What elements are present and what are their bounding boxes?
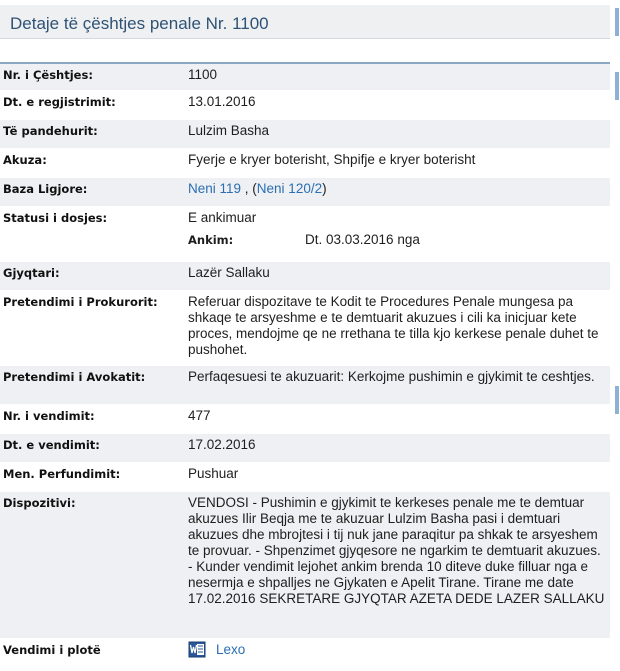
edge-marker (615, 8, 619, 36)
appeal-label: Ankim: (188, 233, 234, 247)
edge-marker (615, 386, 619, 414)
label-outcome: Men. Perfundimit: (3, 467, 121, 481)
row-decision-number (0, 405, 610, 434)
row-outcome (0, 463, 610, 492)
value-full-decision (181, 639, 610, 665)
row-decision-date (0, 434, 610, 463)
label-registration-date: Dt. e regjistrimit: (3, 95, 116, 109)
row-defendants (0, 120, 610, 149)
label-disposition: Dispozitivi: (3, 496, 76, 510)
value-legal-basis (181, 178, 610, 206)
label-judge: Gjyqtari: (3, 266, 60, 280)
label-full-decision: Vendimi i plotë (3, 643, 101, 657)
read-link[interactable]: Lexo (216, 642, 246, 658)
page-header (0, 5, 610, 39)
value-case-number: 1100 (188, 67, 218, 82)
value-defendants: Lulzim Basha (188, 123, 270, 138)
row-charge (0, 149, 610, 178)
label-case-number: Nr. i Çështjes: (3, 68, 93, 82)
value-prosecutor-claim: Referuar dispozitave te Kodit te Procedures Penale mungesa pa shkaqe te arsyeshme e te demtuarit akuzues i cili ka inicjuar kete proces, mendojme qe ne rrethana te tilla kjo kerkese penale duhet te pushohet. (188, 294, 599, 357)
file-status-text: E ankimuar (188, 210, 257, 225)
label-lawyer-claim: Pretendimi i Avokatit: (3, 370, 146, 384)
row-legal-basis (0, 178, 610, 207)
row-file-status (0, 207, 610, 262)
value-lawyer-claim: Perfaqesuesi te akuzuarit: Kerkojme pushimin e gjykimit te ceshtjes. (188, 369, 595, 384)
page-title: Detaje të çështjes penale Nr. 1100 (10, 14, 269, 33)
label-decision-number: Nr. i vendimit: (3, 409, 95, 423)
row-registration-date (0, 91, 610, 120)
value-disposition: VENDOSI - Pushimin e gjykimit te kerkeses penale me te demtuar akuzues Ilir Beqja me te akuzuar Lulzim Basha pasi i demtuari akuzues dhe mbrojtesi i tij nuk jane paraqitur pa shkak te arsyeshem te provuar. - Shpenzimet gjyqesore ne ngarkim te demtuarit akuzues. - Kunder vendimit lejohet ankim brenda 10 diteve duke filluar nga e nesermja e shpalljes ne Gjykaten e Apelit Tirane. Tirane me date 17.02.2016 SEKRETARE GJYQTAR AZETA DEDE LAZER SALLAKU (188, 495, 605, 606)
edge-marker (615, 72, 619, 100)
right-edge-strip (612, 0, 620, 671)
label-charge: Akuza: (3, 153, 47, 167)
case-details-table (0, 62, 610, 666)
value-decision-number: 477 (188, 408, 211, 423)
row-disposition (0, 492, 610, 639)
row-full-decision (0, 639, 610, 666)
row-prosecutor-claim (0, 291, 610, 366)
value-charge: Fyerje e kryer boterisht, Shpifje e kryer boterisht (188, 152, 476, 167)
value-judge: Lazër Sallaku (188, 265, 270, 280)
label-decision-date: Dt. e vendimit: (3, 438, 100, 452)
row-lawyer-claim (0, 366, 610, 405)
value-file-status (181, 207, 610, 261)
appeal-value: Dt. 03.03.2016 nga (305, 232, 420, 247)
value-decision-date: 17.02.2016 (188, 437, 256, 452)
value-outcome: Pushuar (188, 466, 239, 481)
label-legal-basis: Baza Ligjore: (3, 182, 88, 196)
legal-basis-separator: , ( (241, 181, 257, 196)
row-judge (0, 262, 610, 291)
row-case-number (0, 64, 610, 91)
link-article-120-2[interactable]: Neni 120/2 (256, 181, 323, 196)
label-defendants: Të pandehurit: (3, 124, 98, 138)
label-file-status: Statusi i dosjes: (3, 211, 108, 225)
label-prosecutor-claim: Pretendimi i Prokurorit: (3, 295, 158, 309)
word-document-icon[interactable] (188, 641, 206, 658)
link-article-119[interactable]: Neni 119 (188, 181, 242, 196)
value-registration-date: 13.01.2016 (188, 94, 256, 109)
legal-basis-close: ) (322, 181, 327, 196)
appeal-sub-row (188, 232, 606, 248)
